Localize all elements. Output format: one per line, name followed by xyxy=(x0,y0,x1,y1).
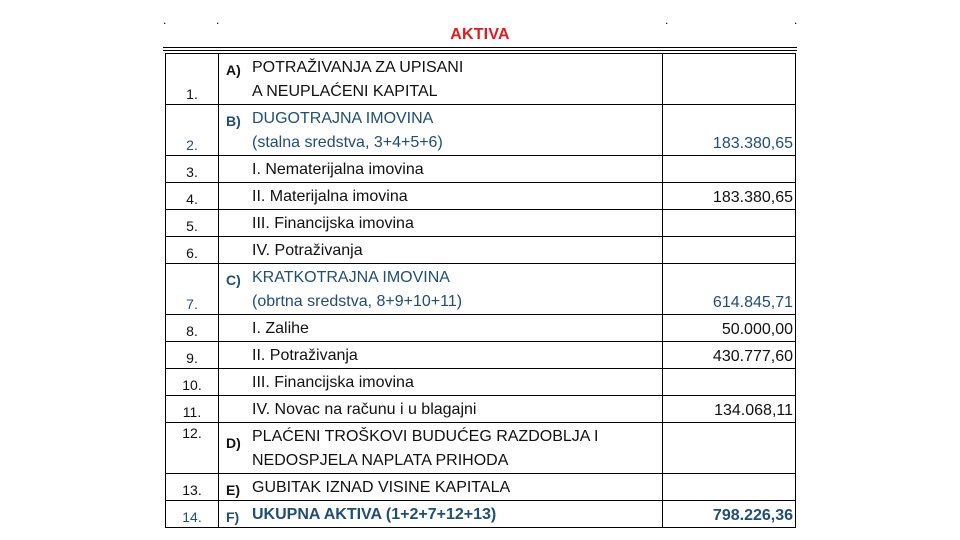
row-value xyxy=(663,54,796,105)
row-number: 5. xyxy=(166,210,219,237)
row-value: 798.226,36 xyxy=(663,501,796,528)
row-text: IV. Novac na računu i u blagajni xyxy=(252,401,477,418)
table-row xyxy=(166,210,796,237)
row-number: 2. xyxy=(166,105,219,156)
table-row xyxy=(166,342,796,369)
row-description xyxy=(219,342,663,369)
row-value: 50.000,00 xyxy=(663,315,796,342)
row-description xyxy=(219,396,663,423)
row-text: DUGOTRAJNA IMOVINA xyxy=(252,110,434,127)
row-value: 183.380,65 xyxy=(663,183,796,210)
corner-dot: . xyxy=(163,13,167,27)
table-row-total xyxy=(166,501,796,528)
row-letter: D) xyxy=(226,435,241,451)
row-number: 13. xyxy=(166,474,219,501)
row-number: 11. xyxy=(166,396,219,423)
row-number: 10. xyxy=(166,369,219,396)
corner-dot: . xyxy=(794,13,798,27)
table-row xyxy=(166,474,796,501)
row-value xyxy=(663,369,796,396)
row-text: PLAĆENI TROŠKOVI BUDUĆEG RAZDOBLJA I xyxy=(252,428,599,445)
row-text: POTRAŽIVANJA ZA UPISANI xyxy=(252,59,464,76)
row-description xyxy=(219,54,663,105)
table-row xyxy=(166,105,796,156)
corner-dot: . xyxy=(216,13,220,27)
table-row xyxy=(166,369,796,396)
corner-dot: . xyxy=(665,13,669,27)
row-description xyxy=(219,369,663,396)
row-number: 4. xyxy=(166,183,219,210)
row-text: NEDOSPJELA NAPLATA PRIHODA xyxy=(252,452,509,469)
row-text: (stalna sredstva, 3+4+5+6) xyxy=(252,134,443,151)
row-text: III. Financijska imovina xyxy=(252,215,414,232)
row-value xyxy=(663,156,796,183)
table-row xyxy=(166,183,796,210)
row-description xyxy=(219,264,663,315)
row-description xyxy=(219,423,663,474)
balance-table xyxy=(165,53,796,528)
row-number: 1. xyxy=(166,54,219,105)
row-number: 3. xyxy=(166,156,219,183)
row-description xyxy=(219,210,663,237)
row-text: UKUPNA AKTIVA (1+2+7+12+13) xyxy=(252,506,497,523)
row-number: 6. xyxy=(166,237,219,264)
row-text: II. Potraživanja xyxy=(252,347,358,364)
row-text: KRATKOTRAJNA IMOVINA xyxy=(252,269,450,286)
table-row xyxy=(166,237,796,264)
row-text: (obrtna sredstva, 8+9+10+11) xyxy=(252,293,463,310)
row-value: 183.380,65 xyxy=(663,105,796,156)
row-value: 614.845,71 xyxy=(663,264,796,315)
row-letter: E) xyxy=(226,482,240,498)
row-description xyxy=(219,501,663,528)
row-value xyxy=(663,474,796,501)
row-text: I. Zalihe xyxy=(252,320,309,337)
row-number: 14. xyxy=(166,501,219,528)
row-text: IV. Potraživanja xyxy=(252,242,363,259)
row-text: GUBITAK IZNAD VISINE KAPITALA xyxy=(252,479,511,496)
row-number: 12. xyxy=(166,423,219,474)
table-row xyxy=(166,423,796,474)
row-description xyxy=(219,474,663,501)
title-rule xyxy=(163,47,797,48)
row-value: 134.068,11 xyxy=(663,396,796,423)
table-row xyxy=(166,156,796,183)
row-letter: B) xyxy=(226,113,241,129)
row-text: III. Financijska imovina xyxy=(252,374,414,391)
row-letter: F) xyxy=(226,509,240,525)
row-value xyxy=(663,237,796,264)
row-text: A NEUPLAĆENI KAPITAL xyxy=(252,83,438,100)
row-number: 7. xyxy=(166,264,219,315)
row-description xyxy=(219,183,663,210)
row-value xyxy=(663,210,796,237)
row-text: II. Materijalna imovina xyxy=(252,188,408,205)
page-title: AKTIVA xyxy=(450,26,510,43)
table-row xyxy=(166,264,796,315)
title-rule xyxy=(163,50,797,51)
table-row xyxy=(166,396,796,423)
row-description xyxy=(219,315,663,342)
row-text: I. Nematerijalna imovina xyxy=(252,161,424,178)
row-number: 9. xyxy=(166,342,219,369)
row-number: 8. xyxy=(166,315,219,342)
row-value: 430.777,60 xyxy=(663,342,796,369)
row-letter: C) xyxy=(226,272,241,288)
row-description xyxy=(219,237,663,264)
row-description xyxy=(219,105,663,156)
table-row xyxy=(166,315,796,342)
row-value xyxy=(663,423,796,474)
table-row xyxy=(166,54,796,105)
row-letter: A) xyxy=(226,62,241,78)
row-description xyxy=(219,156,663,183)
